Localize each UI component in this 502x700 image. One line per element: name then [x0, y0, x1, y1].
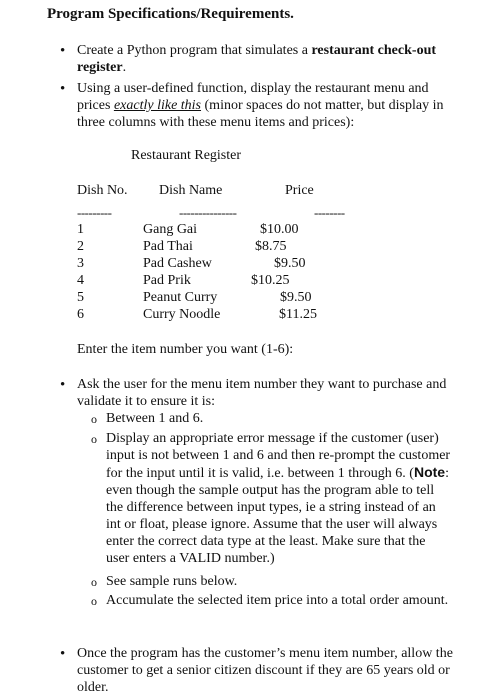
- requirement-2-end: (minor spaces do not matter, but display in three columns with these menu items and prices):: [77, 98, 444, 130]
- dish-price: $8.75: [255, 239, 287, 254]
- header-dish-name: Dish Name: [159, 183, 223, 198]
- subrequirement-3: See sample runs below.: [106, 574, 238, 589]
- bullet-icon: •: [60, 377, 66, 393]
- header-price: Price: [285, 183, 314, 198]
- sub-bullet-icon: o: [91, 575, 97, 589]
- header-dish-no: Dish No.: [77, 183, 128, 198]
- dish-number: 6: [77, 307, 84, 322]
- dish-price: $10.25: [251, 273, 290, 288]
- bullet-icon: •: [60, 646, 66, 662]
- input-prompt-text: Enter the item number you want (1-6):: [77, 342, 294, 357]
- requirement-3: Ask the user for the menu item number they want to purchase and validate it to ensure it is:: [77, 377, 447, 409]
- dish-number: 1: [77, 222, 84, 237]
- requirement-1: [77, 42, 462, 76]
- requirement-2-emphasis: exactly like this: [113, 98, 202, 113]
- page-title: Program Specifications/Requirements.: [47, 6, 294, 22]
- dish-name: Pad Cashew: [143, 256, 212, 271]
- header-rule: ---------: [77, 205, 112, 220]
- dish-price: $9.50: [280, 290, 312, 305]
- dish-number: 3: [77, 256, 84, 271]
- subrequirement-2-text: Display an appropriate error message if the customer (user) input is not between 1 and 6 and then re-prompt the customer for the input until it is valid, i.e. between 1 through 6. (: [106, 431, 451, 481]
- note-label: Note: [413, 464, 446, 480]
- subrequirement-1: Between 1 and 6.: [106, 411, 204, 426]
- requirement-1-text: Create a Python program that simulates a: [77, 43, 312, 58]
- menu-title: Restaurant Register: [131, 148, 242, 163]
- dish-price: $9.50: [274, 256, 306, 271]
- requirement-2-text: Using a user-defined function, display the restaurant menu and prices: [77, 81, 429, 113]
- dish-number: 4: [77, 273, 84, 288]
- bullet-icon: •: [60, 81, 66, 97]
- sub-bullet-icon: o: [91, 432, 97, 446]
- requirement-2: [77, 80, 462, 131]
- dish-name: Pad Thai: [143, 239, 193, 254]
- dish-number: 5: [77, 290, 84, 305]
- sub-bullet-icon: o: [91, 594, 97, 608]
- subrequirement-2: [106, 430, 451, 567]
- header-rule: ---------------: [179, 205, 237, 220]
- subrequirement-4: Accumulate the selected item price into a total order amount.: [106, 593, 449, 608]
- subrequirement-2-end: : even though the sample output has the program able to tell the difference between input types, ie a string instead of an int or float, please ignore. Assume that the user will always enter the correct data type at the least. Make sure that the user enters a VALID number.): [106, 466, 449, 566]
- requirement-4: Once the program has the customer’s menu item number, allow the customer to get a senior citizen discount if they are 65 years old or older.: [77, 646, 453, 695]
- requirement-1-end: .: [122, 60, 127, 75]
- dish-name: Gang Gai: [143, 222, 198, 237]
- dish-price: $11.25: [279, 307, 317, 322]
- requirement-1-bold: restaurant check-out register: [77, 43, 437, 75]
- dish-price: $10.00: [260, 222, 299, 237]
- dish-name: Pad Prik: [143, 273, 191, 288]
- dish-name: Peanut Curry: [143, 290, 218, 305]
- header-rule: --------: [314, 205, 345, 220]
- dish-number: 2: [77, 239, 84, 254]
- bullet-icon: •: [60, 43, 66, 59]
- sub-bullet-icon: o: [91, 412, 97, 426]
- dish-name: Curry Noodle: [143, 307, 221, 322]
